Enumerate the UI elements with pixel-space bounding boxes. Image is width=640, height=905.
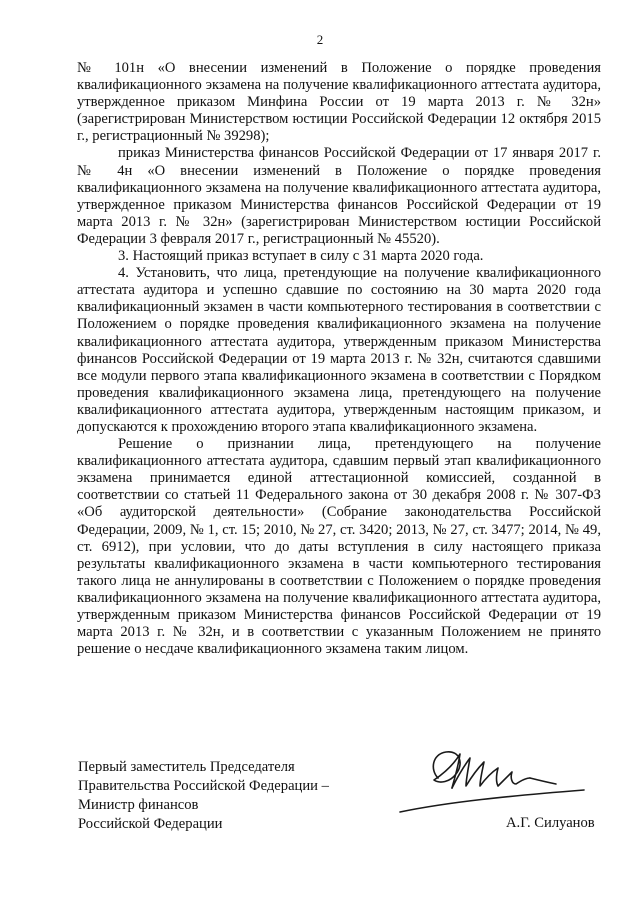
signatory-title-line: Правительства Российской Федерации – [78,778,329,794]
signatory-title-line: Министр финансов [78,797,199,813]
paragraph-4: 4. Установить, что лица, претендующие на получение квалификационного аттестата аудитора и успешно сдавшие по состоянию на 30 марта 2020 года квалификационный экзамен в части компьютерного тестирования в соответствии с Положением о порядке проведения квалификационного экзамена на получение квалификационного аттестата аудитора, утвержденным приказом Министерства финансов Российской Федерации от 19 марта 2013 г. № 32н, считаются сдавшими все модули первого этапа квалификационного экзамена в соответствии с Порядком проведения квалификационного экзамена лица, претендующего на получение квалификационного аттестата аудитора, утвержденным настоящим приказом, и допускаются к прохождению второго этапа квалификационного экзамена. [77,265,601,435]
paragraph-5: Решение о признании лица, претендующего на получение квалификационного аттестата аудитора, сдавшим первый этап квалификационного экзамена принимается единой аттестационной комиссией, созданной в соответствии со статьей 11 Федерального закона от 30 декабря 2008 г. № 307-ФЗ «Об аудиторской деятельности» (Собрание законодательства Российской Федерации, 2009, № 1, ст. 15; 2010, № 27, ст. 3420; 2013, № 27, ст. 3477; 2014, № 49, ст. 6912), при условии, что до даты вступления в силу настоящего приказа результаты квалификационного экзамена в части компьютерного тестирования такого лица не аннулированы в соответствии с Положением о порядке проведения квалификационного экзамена на получение квалификационного аттестата аудитора, утвержденным приказом Министерства финансов Российской Федерации от 19 марта 2013 г. № 32н, и в соответствии с указанным Положением не принято решение о несдаче квалификационного экзамена таким лицом. [77,436,601,658]
signatory-title-line: Первый заместитель Председателя [78,759,295,775]
signatory-title-line: Российской Федерации [78,816,223,832]
signer-name: А.Г. Силуанов [506,815,595,831]
document-body [77,60,601,658]
paragraph-3: 3. Настоящий приказ вступает в силу с 31 марта 2020 года. [118,248,484,265]
paragraph-1: № 101н «О внесении изменений в Положение о порядке проведения квалификационного экзамена на получение квалификационного аттестата аудитора, утвержденное приказом Минфина России от 19 марта 2013 г. № 32н» (зарегистрирован Министерством юстиции Российской Федерации 12 октября 2015 г., регистрационный № 39298); [77,60,601,145]
page-number: 2 [316,32,324,47]
signatory-title [78,758,329,834]
paragraph-2: приказ Министерства финансов Российской Федерации от 17 января 2017 г. № 4н «О внесении изменений в Положение о порядке проведения квалификационного экзамена на получение квалификационного аттестата аудитора, утвержденное приказом Министерства финансов Российской Федерации от 19 марта 2013 г. № 32н» (зарегистрирован Министерством юстиции Российской Федерации 3 февраля 2017 г., регистрационный № 45520). [77,145,601,247]
handwritten-signature [388,740,588,820]
